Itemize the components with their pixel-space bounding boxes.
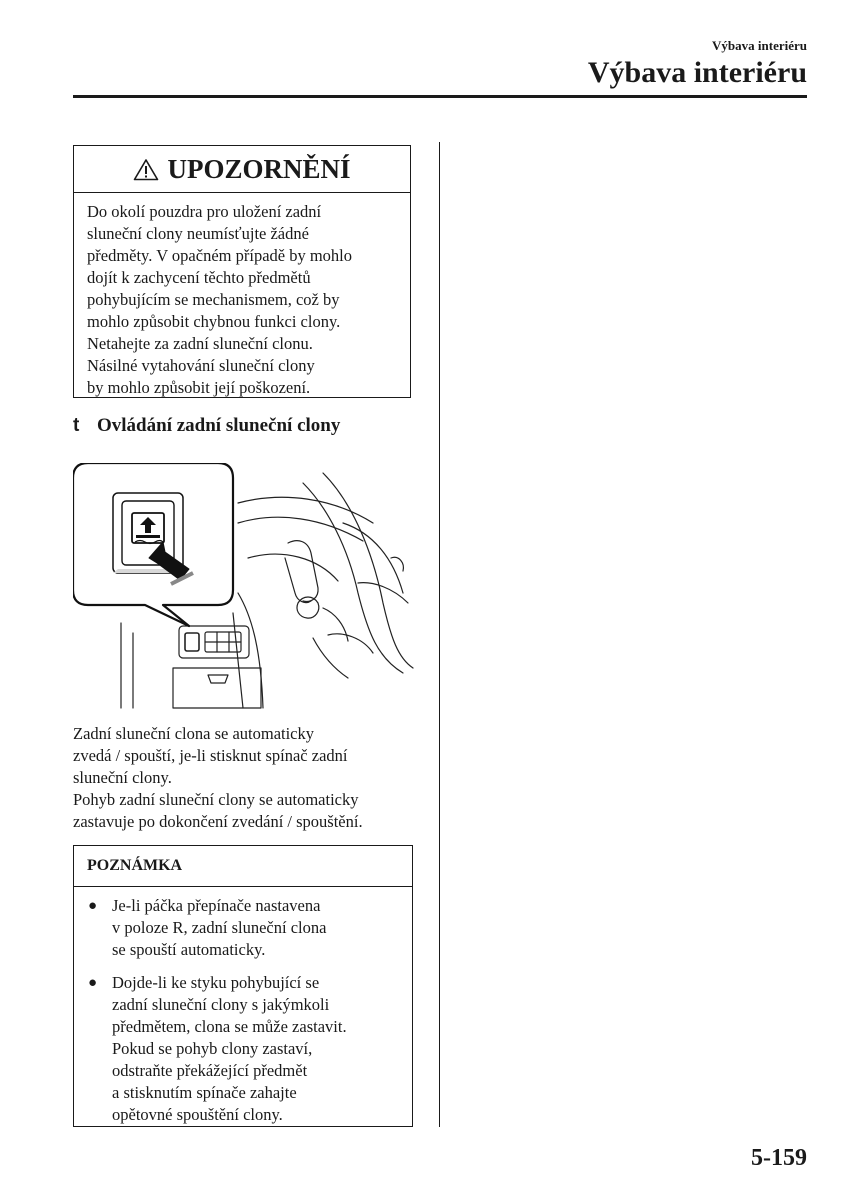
note-line: v poloze R, zadní sluneční clona — [112, 918, 327, 937]
section-heading — [73, 415, 340, 437]
note-heading: POZNÁMKA — [74, 846, 412, 887]
body-line: zastavuje po dokončení zvedání / spouštění. — [73, 812, 363, 831]
column-divider — [439, 142, 440, 1127]
note-line: Dojde-li ke styku pohybující se — [112, 973, 320, 992]
note-line: opětovné spouštění clony. — [112, 1105, 283, 1124]
running-head: Výbava interiéru — [712, 38, 807, 53]
warning-line: Netahejte za zadní sluneční clonu. — [87, 334, 313, 353]
note-bullet: ● — [88, 975, 98, 991]
warning-line: pohybujícím se mechanismem, což by — [87, 290, 340, 309]
warning-line: Násilné vytahování sluneční clony — [87, 356, 315, 375]
body-line: Pohyb zadní sluneční clony se automaticky — [73, 790, 359, 809]
warning-line: Do okolí pouzdra pro uložení zadní — [87, 202, 322, 221]
note-list — [74, 887, 412, 1126]
note-line: Pokud se pohyb clony zastaví, — [112, 1039, 313, 1058]
section-heading-text: Ovládání zadní sluneční clony — [97, 415, 341, 436]
warning-text — [74, 193, 410, 399]
note-line: a stisknutím spínače zahajte — [112, 1083, 297, 1102]
note-line: zadní sluneční clony s jakýmkoli — [112, 995, 330, 1014]
warning-box — [73, 145, 411, 398]
warning-line: by mohlo způsobit její poškození. — [87, 378, 311, 397]
body-line: Zadní sluneční clona se automaticky — [73, 724, 315, 743]
sunshade-switch-illustration — [73, 463, 418, 713]
body-line: zvedá / spouští, je-li stisknut spínač zadní — [73, 746, 348, 765]
warning-line: předměty. V opačném případě by mohlo — [87, 246, 353, 265]
body-text — [73, 723, 363, 833]
note-item — [86, 895, 402, 961]
note-line: se spouští automaticky. — [112, 940, 266, 959]
note-box — [73, 845, 413, 1127]
warning-triangle-icon — [133, 158, 159, 181]
warning-line: mohlo způsobit chybnou funkci clony. — [87, 312, 341, 331]
warning-line: sluneční clony neumísťujte žádné — [87, 224, 309, 243]
warning-title: UPOZORNĚNÍ — [167, 153, 351, 184]
page-number: 5-159 — [751, 1145, 807, 1171]
note-bullet: ● — [88, 898, 98, 914]
section-bullet: t — [73, 415, 80, 436]
body-line: sluneční clony. — [73, 768, 172, 787]
note-line: odstraňte překážející předmět — [112, 1061, 308, 1080]
warning-header — [74, 146, 410, 193]
warning-line: dojít k zachycení těchto předmětů — [87, 268, 311, 287]
header-rule — [73, 95, 807, 98]
note-line: předmětem, clona se může zastavit. — [112, 1017, 347, 1036]
page-title: Výbava interiéru — [587, 56, 807, 89]
note-item — [86, 972, 402, 1126]
note-line: Je-li páčka přepínače nastavena — [112, 896, 321, 915]
